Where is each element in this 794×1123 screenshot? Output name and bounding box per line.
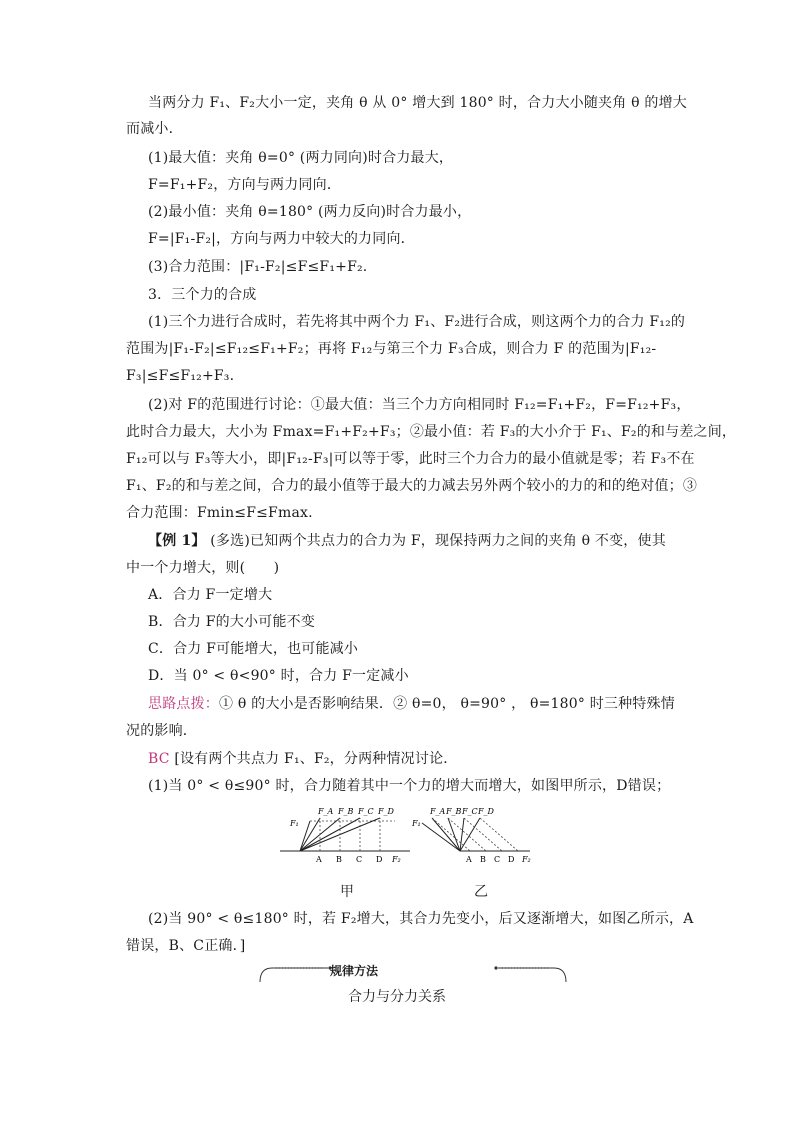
paragraph-line: 合力范围：Fmin≤F≤Fmax. — [126, 505, 313, 521]
label-f2-right: F₂ — [522, 855, 531, 864]
label-fc-right: F_C — [462, 807, 478, 816]
solution-line: (2)当 90° < θ≤180° 时，若 F₂增大，其合力先变小，后又逐渐增大，如图乙所示，A — [148, 911, 694, 927]
diagram-right — [411, 807, 531, 864]
force-diagram — [280, 798, 540, 898]
paragraph-line: 范围为|F₁-F₂|≤F₁₂≤F₁+F₂；再将 F₁₂与第三个力 F₃合成，则合力 F 的范围为|F₁₂- — [126, 341, 657, 357]
figure-label-left: 甲 — [340, 884, 354, 900]
figure-label-right: 乙 — [474, 884, 488, 900]
section-banner-frame — [258, 960, 568, 986]
label-c: C — [356, 855, 363, 864]
label-fd: F_D — [378, 807, 394, 816]
label-f1: F₁ — [290, 819, 299, 828]
example-tag: 【例 1】 — [148, 533, 206, 549]
section-title: 合力与分力关系 — [348, 989, 446, 1005]
option-d: D．当 0° < θ<90° 时，合力 F一定减小 — [148, 668, 409, 684]
min-equation: F=|F₁-F₂|，方向与两力中较大的力同向． — [148, 231, 415, 247]
label-f1-right: F₁ — [412, 819, 421, 828]
solution-line: (1)当 0° < θ≤90° 时，合力随着其中一个力的增大而增大，如图甲所示，D错误； — [148, 778, 671, 794]
range-line: (3)合力范围：|F₁-F₂|≤F≤F₁+F₂. — [148, 259, 368, 275]
paragraph-line: 此时合力最大，大小为 Fmax=F₁+F₂+F₃；②最小值：若 F₃的大小介于 F₁、F₂的和与差之间， — [126, 424, 737, 440]
label-fd-right: F_D — [478, 807, 494, 816]
paragraph-line: 当两分力 F₁、F₂大小一定，夹角 θ 从 0° 增大到 180° 时，合力大小随夹角 θ 的增大 — [148, 95, 687, 111]
section-heading: 3．三个力的合成 — [148, 287, 257, 303]
max-title: (1)最大值：夹角 θ=0° (两力同向)时合力最大， — [148, 150, 454, 166]
label-fa-right: F_A — [430, 807, 446, 816]
option-a: A．合力 F一定增大 — [148, 587, 273, 603]
label-fc: F_C — [358, 807, 374, 816]
label-fa: F_A — [318, 807, 334, 816]
example-stem — [148, 532, 666, 550]
hint-line-cont: 况的影响． — [126, 723, 197, 739]
diagram-left — [280, 807, 410, 864]
paragraph-line: F₃|≤F≤F₁₂+F₃. — [126, 368, 235, 384]
label-b-right: B — [480, 855, 486, 864]
solution-text: [设有两个共点力 F₁、F₂，分两种情况讨论． — [169, 751, 458, 767]
label-fb-right: F_B — [446, 807, 462, 816]
answer-label: BC — [148, 751, 170, 767]
option-b: B．合力 F的大小可能不变 — [148, 614, 316, 630]
label-fb: F_B — [338, 807, 354, 816]
paragraph-line: 而减小． — [126, 121, 183, 137]
min-title: (2)最小值：夹角 θ=180° (两力反向)时合力最小， — [148, 204, 472, 220]
paragraph-line: F₁₂可以与 F₃等大小，即|F₁₂-F₃|可以等于零，此时三个力合力的最小值就是零；若 F₃不在 — [126, 451, 695, 467]
hint-line — [148, 695, 675, 713]
label-d-right: D — [508, 855, 515, 864]
label-c-right: C — [494, 855, 501, 864]
label-a-right: A — [466, 855, 472, 864]
solution-line: 错误，B、C正确．] — [126, 938, 246, 954]
example-stem-text: (多选)已知两个共点力的合力为 F，现保持两力之间的夹角 θ 不变，使其 — [205, 533, 666, 549]
option-c: C．合力 F可能增大，也可能减小 — [148, 641, 359, 657]
paragraph-line: (1)三个力进行合成时，若先将其中两个力 F₁、F₂进行合成，则这两个力的合力 F₁₂的 — [148, 314, 686, 330]
label-b: B — [336, 855, 342, 864]
label-a: A — [316, 855, 322, 864]
max-equation: F=F₁+F₂，方向与两力同向． — [148, 177, 342, 193]
example-stem-cont: 中一个力增大，则( ) — [126, 560, 280, 576]
paragraph-line: F₁、F₂的和与差之间，合力的最小值等于最大的力减去另外两个较小的力的和的绝对值；③ — [126, 478, 698, 494]
hint-label: 思路点拨： — [148, 696, 219, 712]
label-f2: F₂ — [392, 855, 401, 864]
solution-line — [148, 750, 458, 768]
section-banner: 规律方法 — [330, 964, 379, 978]
hint-text: ① θ 的大小是否影响结果．② θ=0， θ=90° ， θ=180° 时三种特殊情 — [219, 696, 675, 712]
label-d: D — [376, 855, 383, 864]
paragraph-line: (2)对 F的范围进行讨论：①最大值：当三个力方向相同时 F₁₂=F₁+F₂，F=F₁₂+F₃， — [148, 397, 691, 413]
